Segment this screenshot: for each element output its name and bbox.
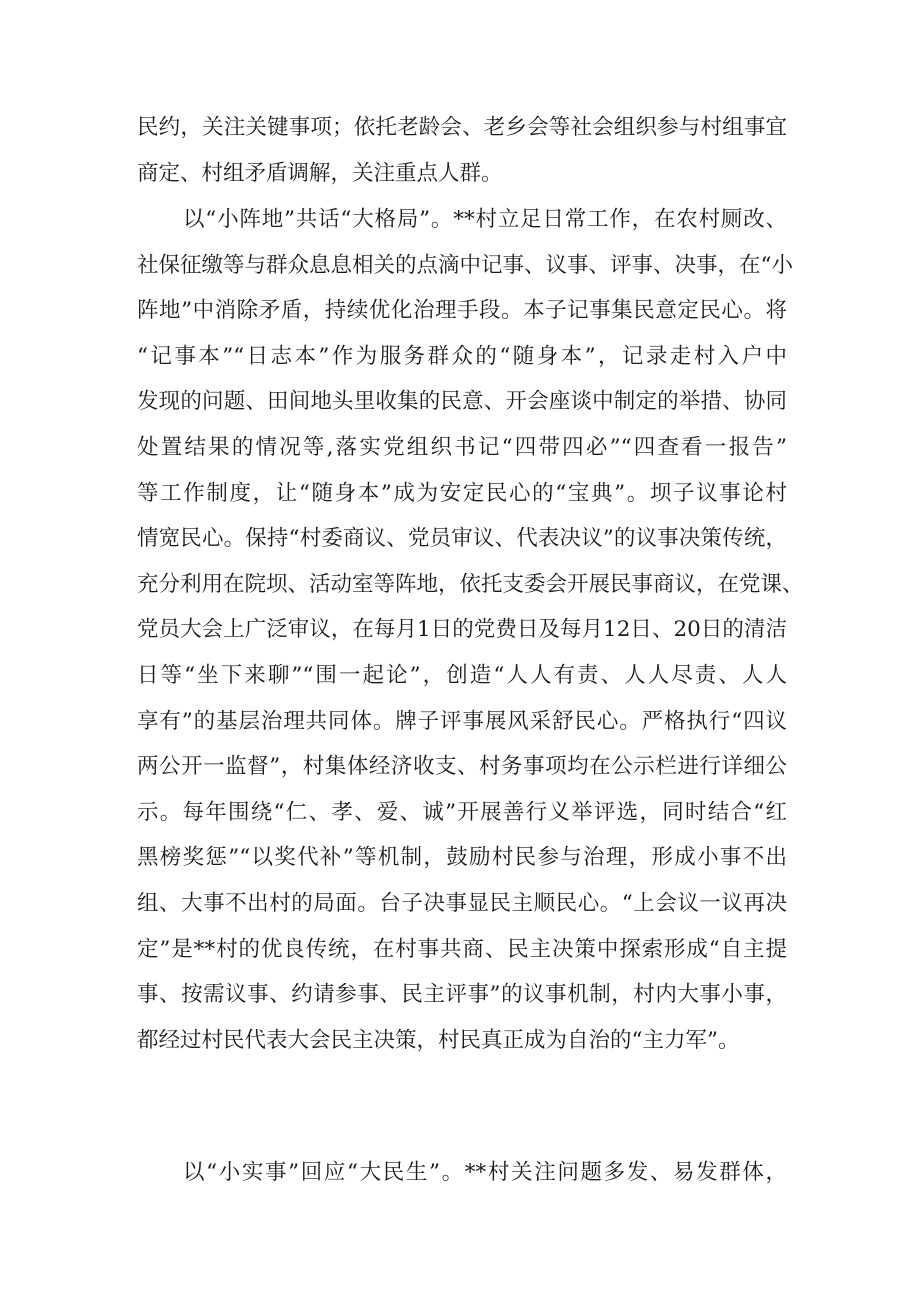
text-line: 黑榜奖惩”“以奖代补”等机制，鼓励村民参与治理，形成小事不出 — [137, 845, 787, 871]
text-line: 以“小实事”回应“大民生”。**村关注问题多发、易发群体， — [183, 1160, 787, 1185]
text-line: 商定、村组矛盾调解，关注重点人群。 — [137, 160, 503, 186]
text-line: 示。每年围绕“仁、孝、爱、诚”开展善行义举评选，同时结合“红 — [137, 799, 787, 825]
text-line: 以“小阵地”共话“大格局”。**村立足日常工作，在农村厕改、 — [183, 207, 787, 232]
text-line: 享有”的基层治理共同体。牌子评事展风采舒民心。严格执行“四议 — [137, 708, 787, 734]
text-line: 民约，关注关键事项；依托老龄会、老乡会等社会组织参与村组事宜 — [137, 115, 787, 140]
text-line: “记事本”“日志本”作为服务群众的“随身本”，记录走村入户中 — [137, 343, 787, 369]
text-line: 日等“坐下来聊”“围一起论”，创造“人人有责、人人尽责、人人 — [137, 662, 787, 688]
text-line: 情宽民心。保持“村委商议、党员审议、代表决议”的议事决策传统， — [137, 526, 787, 552]
text-line: 定”是**村的优良传统，在村事共商、民主决策中探索形成“自主提 — [137, 936, 787, 962]
paragraph-3 — [137, 1150, 787, 1196]
text-line: 社保征缴等与群众息息相关的点滴中记事、议事、评事、决事，在“小 — [137, 252, 793, 278]
text-line: 都经过村民代表大会民主决策，村民真正成为自治的“主力军”。 — [137, 1027, 740, 1053]
text-line: 两公开一监督”，村集体经济收支、村务事项均在公示栏进行详细公 — [137, 754, 787, 780]
text-line: 组、大事不出村的局面。台子决事显民主顺民心。“上会议一议再决 — [137, 890, 787, 916]
text-line: 发现的问题、田间地头里收集的民意、开会座谈中制定的举措、协同 — [137, 389, 787, 415]
text-line: 党员大会上广泛审议，在每月1日的党费日及每月12日、20日的清洁 — [137, 617, 787, 643]
text-line: 事、按需议事、约请参事、民主评事”的议事机制，村内大事小事， — [137, 982, 787, 1008]
text-line: 处置结果的情况等,落实党组织书记“四带四必”“四查看一报告” — [137, 434, 787, 460]
paragraph-1 — [137, 105, 787, 196]
text-line: 充分利用在院坝、活动室等阵地，依托支委会开展民事商议，在党课、 — [137, 571, 804, 597]
text-line: 等工作制度，让“随身本”成为安定民心的“宝典”。坝子议事论村 — [137, 480, 787, 506]
text-line: 阵地”中消除矛盾，持续优化治理手段。本子记事集民意定民心。将 — [137, 298, 787, 324]
paragraph-2 — [137, 197, 804, 1063]
